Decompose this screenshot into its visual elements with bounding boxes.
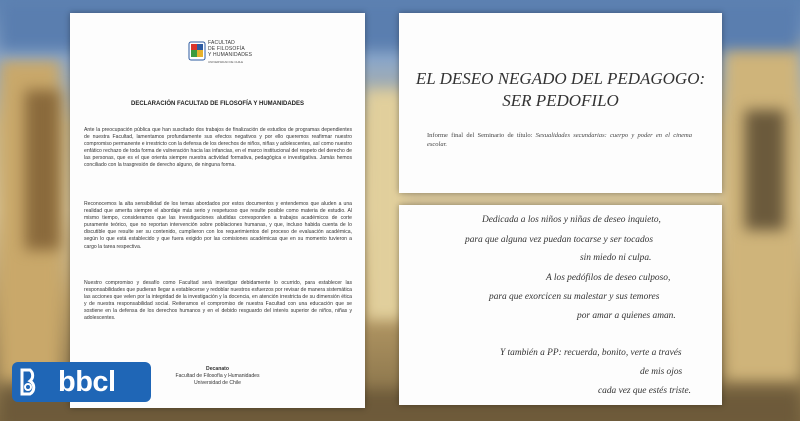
logo-line: Y HUMANIDADES (208, 52, 253, 58)
university-name: UNIVERSIDAD DE CHILE (208, 60, 244, 64)
signature-line: Facultad de Filosofía y Humanidades (175, 373, 260, 379)
faculty-logo-text (208, 40, 278, 58)
dedication-line: para que exorcicen su malestar y sus temores (489, 292, 660, 302)
thesis-subtitle-italic: Sexualidades secundarias: cuerpo y poder en el cinema escolar. (427, 132, 692, 148)
dedication-line: Y también a PP: recuerda, bonito, verte a través (500, 348, 682, 358)
dedication-line: cada vez que estés triste. (598, 386, 691, 396)
logo-line: DE FILOSOFÍA (208, 46, 245, 52)
biobio-logo-icon (12, 362, 52, 402)
dedication-line: para que alguna vez puedan tocarse y ser tocados (465, 235, 653, 245)
signature-line: Decanato (206, 366, 229, 372)
bbcl-logo-text: bbcl (58, 365, 116, 398)
dedication-line: de mis ojos (640, 367, 683, 377)
thesis-title-line: EL DESEO NEGADO DEL PEDAGOGO: (415, 69, 706, 88)
dedication-line: A los pedófilos de deseo culposo, (546, 273, 671, 283)
dedication-line: por amar a quienes aman. (577, 311, 676, 321)
declaration-paragraph: Nuestro compromiso y desafío como Facultad será investigar debidamente lo ocurrido, para establecer las responsabilidades que pudieran llegar a establecerse y redoblar nuestros esfuerzos por revisar de manera sistemática las acciones que velen por la integridad de la investigación y la docencia, en atención irrestricta de su dimensión ética y de nuestra responsabilidad social. Reiteramos el compromiso de nuestra Facultad con una educación que se sostiene en la defensa de los derechos humanos y en el debido resguardo del interés superior de niños, niñas y adolescentes. (84, 280, 352, 322)
dedication-line: Dedicada a los niños y niñas de deseo inquieto, (482, 215, 661, 225)
declaration-paragraph: Reconocemos la alta sensibilidad de los temas abordados por estos documentos y entendemos que aluden a una realidad que amerita siempre el abordaje más serio y respetuoso que resulte posible como materia de estudio. Al mismo tiempo, consideramos que las investigaciones aludidas corresponden a trabajos académicos de corte puramente teórico, que no reportan intervención sobre poblaciones humanas, y que, incluso habida cuenta de lo discutible que resulte ser su contenido, cumplieron con los requerimientos del proceso de evaluación académica, según lo que está establecido y que fuera exigido por las comisiones académicas que en su momento tuvieron a cargo la tarea respectiva. (84, 201, 352, 250)
university-crest-icon (188, 41, 206, 61)
bbcl-logo-badge[interactable] (12, 362, 151, 402)
dedication-line: sin miedo ni culpa. (580, 253, 652, 263)
logo-line: FACULTAD (208, 40, 235, 46)
thesis-subtitle (427, 131, 692, 149)
thesis-dedication-page (399, 205, 722, 405)
thesis-title-page (399, 13, 722, 193)
declaration-title: DECLARACIÓN FACULTAD DE FILOSOFÍA Y HUMANIDADES (130, 101, 304, 107)
declaration-paragraph: Ante la preocupación pública que han suscitado dos trabajos de finalización de estudios de programas dependientes de nuestra Facultad, lamentamos profundamente sus efectos negativos y por ello queremos reafirmar nuestro compromiso permanente e irrestricto con la defensa de los derechos de niños, niñas y adolescentes, así como nuestro enfático rechazo de toda forma de vulneración hacia las infancias, en el marco institucional del respeto del derecho de las personas, que es el que orienta siempre nuestra actividad formativa, pedagógica e investigativa. Jamás hemos conciliado con la trasgresión de derecho alguno, de ninguna forma. (84, 127, 352, 169)
signature-line: Universidad de Chile (193, 380, 241, 386)
thesis-subtitle-prefix: Informe final del Seminario de título: (427, 132, 533, 139)
faculty-declaration-document (70, 13, 365, 408)
thesis-title-line: SER PEDOFILO (502, 91, 619, 110)
